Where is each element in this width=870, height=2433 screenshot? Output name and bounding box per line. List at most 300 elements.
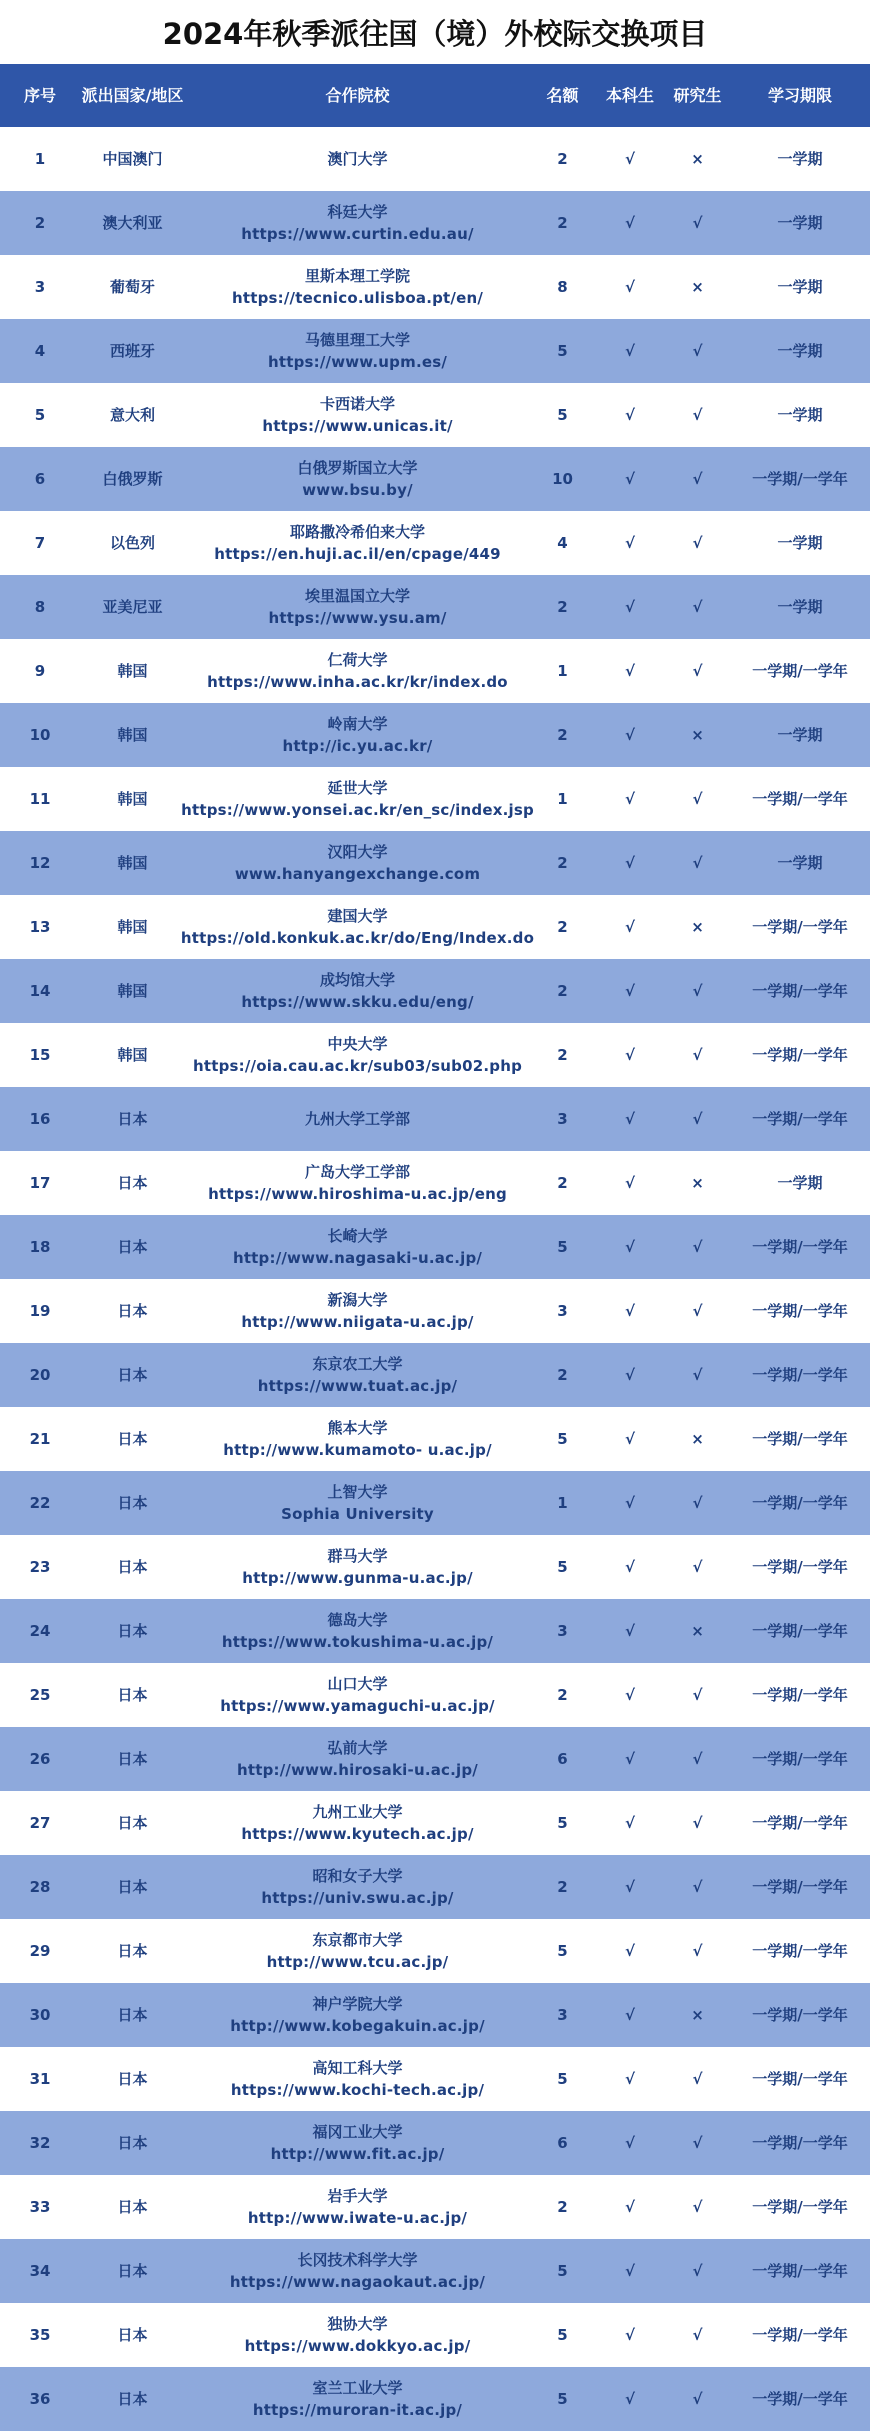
row-period: 一学期	[777, 150, 823, 168]
row-quota: 2	[557, 214, 568, 232]
row-period: 一学期/一学年	[752, 1686, 848, 1704]
school-url: https://www.hiroshima-u.ac.jp/eng	[208, 1185, 507, 1203]
row-school-cell	[185, 2249, 530, 2293]
row-country: 韩国	[117, 1046, 148, 1064]
row-quota: 1	[557, 662, 568, 680]
row-undergrad: √	[624, 2198, 635, 2216]
row-period: 一学期/一学年	[752, 1942, 848, 1960]
row-period: 一学期/一学年	[752, 2262, 848, 2280]
row-no: 15	[29, 1046, 51, 1064]
row-period: 一学期/一学年	[752, 1046, 848, 1064]
row-undergrad: √	[624, 1174, 635, 1192]
row-undergrad: √	[624, 2262, 635, 2280]
table-row	[0, 831, 870, 895]
school-url: https://univ.swu.ac.jp/	[261, 1889, 454, 1907]
row-grad: √	[692, 1942, 703, 1960]
row-country: 葡萄牙	[109, 278, 155, 296]
row-grad: √	[692, 1302, 703, 1320]
row-quota: 3	[557, 2006, 568, 2024]
table-body	[0, 127, 870, 2431]
table-row	[0, 1855, 870, 1919]
row-quota: 2	[557, 1046, 568, 1064]
school-url: http://www.fit.ac.jp/	[270, 2145, 445, 2163]
table-row	[0, 1215, 870, 1279]
row-school-cell	[185, 148, 530, 170]
table-row	[0, 1471, 870, 1535]
school-name: 岩手大学	[327, 2187, 388, 2205]
row-undergrad: √	[624, 1046, 635, 1064]
school-url: http://www.hirosaki-u.ac.jp/	[237, 1761, 478, 1779]
school-name: 东京都市大学	[312, 1931, 403, 1949]
table-row	[0, 575, 870, 639]
row-undergrad: √	[624, 726, 635, 744]
row-school-cell	[185, 1417, 530, 1461]
row-country: 日本	[117, 1750, 148, 1768]
row-no: 27	[29, 1814, 51, 1832]
table-row	[0, 2175, 870, 2239]
row-undergrad: √	[624, 278, 635, 296]
school-url: https://tecnico.ulisboa.pt/en/	[231, 289, 484, 307]
school-name: 福冈工业大学	[312, 2123, 403, 2141]
row-period: 一学期/一学年	[752, 790, 848, 808]
row-school-cell	[185, 1033, 530, 1077]
row-undergrad: √	[624, 982, 635, 1000]
row-period: 一学期/一学年	[752, 1238, 848, 1256]
row-grad: √	[692, 1494, 703, 1512]
row-quota: 2	[557, 982, 568, 1000]
row-undergrad: √	[624, 854, 635, 872]
page-title: 2024年秋季派往国（境）外校际交换项目	[0, 0, 870, 64]
row-grad: ×	[691, 2006, 704, 2024]
row-no: 13	[29, 918, 51, 936]
row-period: 一学期/一学年	[752, 1494, 848, 1512]
row-grad: √	[692, 2070, 703, 2088]
row-period: 一学期/一学年	[752, 2134, 848, 2152]
row-school-cell	[185, 2377, 530, 2421]
row-school-cell	[185, 1545, 530, 1589]
school-name: 澳门大学	[327, 150, 388, 168]
school-name: 长崎大学	[327, 1227, 388, 1245]
row-grad: ×	[691, 1430, 704, 1448]
table-row	[0, 1279, 870, 1343]
row-no: 9	[34, 662, 46, 680]
row-period: 一学期	[777, 598, 823, 616]
row-school-cell	[185, 2057, 530, 2101]
row-country: 澳大利亚	[102, 214, 163, 232]
row-undergrad: √	[624, 1366, 635, 1384]
row-period: 一学期/一学年	[752, 1558, 848, 1576]
school-name: 长冈技术科学大学	[297, 2251, 418, 2269]
row-no: 28	[29, 1878, 51, 1896]
row-country: 日本	[117, 2198, 148, 2216]
header-country: 派出国家/地区	[81, 85, 184, 105]
row-no: 16	[29, 1110, 51, 1128]
row-school-cell	[185, 1225, 530, 1269]
table-row	[0, 1919, 870, 1983]
row-no: 32	[29, 2134, 51, 2152]
school-url: https://www.tuat.ac.jp/	[257, 1377, 458, 1395]
row-country: 日本	[117, 1942, 148, 1960]
row-school-cell	[185, 585, 530, 629]
row-no: 17	[29, 1174, 51, 1192]
row-no: 11	[29, 790, 51, 808]
row-country: 日本	[117, 2262, 148, 2280]
row-school-cell	[185, 265, 530, 309]
school-url: https://www.skku.edu/eng/	[241, 993, 474, 1011]
row-period: 一学期	[777, 342, 823, 360]
row-no: 20	[29, 1366, 51, 1384]
row-school-cell	[185, 1993, 530, 2037]
school-name: 九州大学工学部	[304, 1110, 410, 1128]
school-name: 成均馆大学	[319, 971, 395, 989]
row-grad: √	[692, 2134, 703, 2152]
row-quota: 5	[557, 406, 568, 424]
table-row	[0, 511, 870, 575]
row-country: 日本	[117, 1878, 148, 1896]
row-no: 7	[34, 534, 46, 552]
row-undergrad: √	[624, 662, 635, 680]
row-undergrad: √	[624, 534, 635, 552]
table-row	[0, 1663, 870, 1727]
row-school-cell	[185, 1737, 530, 1781]
row-undergrad: √	[624, 150, 635, 168]
row-country: 日本	[117, 1174, 148, 1192]
row-undergrad: √	[624, 342, 635, 360]
school-name: 延世大学	[327, 779, 388, 797]
school-name: 埃里温国立大学	[304, 587, 410, 605]
row-undergrad: √	[624, 1750, 635, 1768]
table-row	[0, 383, 870, 447]
row-grad: √	[692, 2198, 703, 2216]
row-grad: √	[692, 1110, 703, 1128]
row-quota: 2	[557, 726, 568, 744]
row-no: 33	[29, 2198, 51, 2216]
row-school-cell	[185, 713, 530, 757]
row-quota: 5	[557, 1814, 568, 1832]
row-no: 2	[34, 214, 46, 232]
school-url: https://en.huji.ac.il/en/cpage/449	[214, 545, 501, 563]
school-url: https://www.ysu.am/	[268, 609, 447, 627]
row-period: 一学期	[777, 214, 823, 232]
row-undergrad: √	[624, 470, 635, 488]
row-school-cell	[185, 1353, 530, 1397]
row-grad: √	[692, 2262, 703, 2280]
school-url: http://www.nagasaki-u.ac.jp/	[232, 1249, 483, 1267]
row-grad: √	[692, 1558, 703, 1576]
header-school: 合作院校	[325, 85, 390, 105]
school-url: www.hanyangexchange.com	[234, 865, 481, 883]
row-school-cell	[185, 1161, 530, 1205]
row-grad: ×	[691, 278, 704, 296]
school-name: 汉阳大学	[327, 843, 388, 861]
row-quota: 5	[557, 1430, 568, 1448]
row-grad: √	[692, 214, 703, 232]
table-row	[0, 191, 870, 255]
school-url: https://www.nagaokaut.ac.jp/	[229, 2273, 486, 2291]
row-no: 25	[29, 1686, 51, 1704]
row-undergrad: √	[624, 2134, 635, 2152]
school-name: 白俄罗斯国立大学	[297, 459, 418, 477]
row-no: 1	[34, 150, 46, 168]
row-school-cell	[180, 905, 535, 949]
row-no: 18	[29, 1238, 51, 1256]
row-country: 西班牙	[109, 342, 155, 360]
row-no: 22	[29, 1494, 51, 1512]
row-period: 一学期/一学年	[752, 2326, 848, 2344]
school-url: https://www.kochi-tech.ac.jp/	[230, 2081, 485, 2099]
row-school-cell	[185, 521, 530, 565]
row-grad: √	[692, 1686, 703, 1704]
row-period: 一学期/一学年	[752, 1366, 848, 1384]
school-url: Sophia University	[281, 1505, 434, 1523]
school-url: https://www.inha.ac.kr/kr/index.do	[207, 673, 508, 691]
row-quota: 5	[557, 342, 568, 360]
school-name: 科廷大学	[327, 203, 388, 221]
exchange-table	[0, 64, 870, 2431]
row-country: 日本	[117, 1558, 148, 1576]
header-undergrad: 本科生	[605, 85, 654, 105]
row-undergrad: √	[624, 2006, 635, 2024]
row-quota: 1	[557, 1494, 568, 1512]
row-no: 12	[29, 854, 51, 872]
row-school-cell	[185, 1929, 530, 1973]
row-period: 一学期/一学年	[752, 1814, 848, 1832]
school-name: 仁荷大学	[327, 651, 388, 669]
row-period: 一学期/一学年	[752, 1878, 848, 1896]
row-undergrad: √	[624, 406, 635, 424]
row-undergrad: √	[624, 2326, 635, 2344]
row-period: 一学期/一学年	[752, 1430, 848, 1448]
row-period: 一学期	[777, 278, 823, 296]
school-name: 熊本大学	[327, 1419, 388, 1437]
row-school-cell	[181, 777, 534, 821]
row-undergrad: √	[624, 1558, 635, 1576]
school-name: 独协大学	[327, 2315, 388, 2333]
row-undergrad: √	[624, 1814, 635, 1832]
row-school-cell	[185, 969, 530, 1013]
row-grad: √	[692, 854, 703, 872]
row-grad: √	[692, 790, 703, 808]
row-country: 日本	[117, 2326, 148, 2344]
row-country: 日本	[117, 2070, 148, 2088]
table-row	[0, 1599, 870, 1663]
row-quota: 5	[557, 1238, 568, 1256]
table-row	[0, 2303, 870, 2367]
school-url: https://www.upm.es/	[267, 353, 448, 371]
row-country: 日本	[117, 1302, 148, 1320]
table-row	[0, 639, 870, 703]
row-country: 韩国	[117, 662, 148, 680]
school-name: 室兰工业大学	[312, 2379, 403, 2397]
row-no: 23	[29, 1558, 51, 1576]
row-school-cell	[185, 329, 530, 373]
school-name: 建国大学	[327, 907, 388, 925]
table-header	[0, 64, 870, 127]
row-country: 中国澳门	[102, 150, 163, 168]
row-period: 一学期/一学年	[752, 1110, 848, 1128]
table-row	[0, 959, 870, 1023]
row-quota: 3	[557, 1110, 568, 1128]
school-url: https://www.yamaguchi-u.ac.jp/	[220, 1697, 495, 1715]
row-quota: 2	[557, 150, 568, 168]
row-undergrad: √	[624, 1878, 635, 1896]
table-row	[0, 1087, 870, 1151]
row-country: 日本	[117, 1110, 148, 1128]
school-url: http://ic.yu.ac.kr/	[282, 737, 433, 755]
row-no: 5	[34, 406, 46, 424]
row-period: 一学期/一学年	[752, 2006, 848, 2024]
school-url: www.bsu.by/	[302, 481, 413, 499]
row-school-cell	[185, 841, 530, 885]
row-quota: 5	[557, 2070, 568, 2088]
row-grad: √	[692, 598, 703, 616]
row-no: 30	[29, 2006, 51, 2024]
school-name: 中央大学	[327, 1035, 388, 1053]
table-row	[0, 2239, 870, 2303]
row-no: 35	[29, 2326, 51, 2344]
school-url: https://www.unicas.it/	[262, 417, 453, 435]
row-undergrad: √	[624, 1430, 635, 1448]
table-row	[0, 1727, 870, 1791]
row-undergrad: √	[624, 1622, 635, 1640]
table-row	[0, 1023, 870, 1087]
row-school-cell	[185, 1801, 530, 1845]
row-no: 36	[29, 2390, 51, 2408]
school-name: 广岛大学工学部	[304, 1163, 410, 1181]
row-quota: 6	[557, 2134, 568, 2152]
row-no: 29	[29, 1942, 51, 1960]
row-no: 4	[34, 342, 46, 360]
row-quota: 5	[557, 1558, 568, 1576]
row-no: 24	[29, 1622, 51, 1640]
row-undergrad: √	[624, 2390, 635, 2408]
row-no: 34	[29, 2262, 51, 2280]
row-school-cell	[185, 2121, 530, 2165]
row-undergrad: √	[624, 598, 635, 616]
row-period: 一学期	[777, 1174, 823, 1192]
table-row	[0, 319, 870, 383]
row-country: 白俄罗斯	[102, 470, 163, 488]
row-period: 一学期/一学年	[752, 662, 848, 680]
school-name: 群马大学	[327, 1547, 388, 1565]
table-row	[0, 255, 870, 319]
row-grad: √	[692, 342, 703, 360]
row-undergrad: √	[624, 1302, 635, 1320]
row-grad: √	[692, 1878, 703, 1896]
school-name: 新潟大学	[327, 1291, 388, 1309]
row-no: 31	[29, 2070, 51, 2088]
row-country: 以色列	[109, 534, 155, 552]
school-name: 高知工科大学	[312, 2059, 403, 2077]
row-undergrad: √	[624, 1686, 635, 1704]
table-row	[0, 1791, 870, 1855]
row-period: 一学期	[777, 726, 823, 744]
row-grad: √	[692, 982, 703, 1000]
row-grad: ×	[691, 150, 704, 168]
school-name: 九州工业大学	[312, 1803, 403, 1821]
row-no: 8	[34, 598, 46, 616]
row-quota: 4	[557, 534, 568, 552]
row-quota: 5	[557, 2326, 568, 2344]
row-no: 10	[29, 726, 51, 744]
school-name: 东京农工大学	[312, 1355, 403, 1373]
row-period: 一学期/一学年	[752, 1302, 848, 1320]
row-quota: 2	[557, 2198, 568, 2216]
school-url: http://www.tcu.ac.jp/	[266, 1953, 449, 1971]
row-grad: √	[692, 406, 703, 424]
row-quota: 1	[557, 790, 568, 808]
row-grad: ×	[691, 1622, 704, 1640]
school-url: https://www.yonsei.ac.kr/en_sc/index.jsp	[181, 801, 534, 819]
row-school-cell	[185, 1481, 530, 1525]
school-name: 耶路撒冷希伯来大学	[289, 523, 425, 541]
school-name: 卡西诺大学	[319, 395, 395, 413]
row-school-cell	[185, 1673, 530, 1717]
row-undergrad: √	[624, 1942, 635, 1960]
row-country: 日本	[117, 1494, 148, 1512]
row-quota: 5	[557, 1942, 568, 1960]
table-row	[0, 1535, 870, 1599]
header-no: 序号	[23, 85, 56, 105]
school-name: 昭和女子大学	[312, 1867, 403, 1885]
row-school-cell	[185, 1108, 530, 1130]
table-row	[0, 767, 870, 831]
school-url: http://www.kumamoto- u.ac.jp/	[223, 1441, 492, 1459]
row-no: 14	[29, 982, 51, 1000]
row-grad: √	[692, 1238, 703, 1256]
school-name: 马德里理工大学	[304, 331, 410, 349]
row-country: 韩国	[117, 982, 148, 1000]
row-period: 一学期/一学年	[752, 918, 848, 936]
row-undergrad: √	[624, 2070, 635, 2088]
row-quota: 3	[557, 1302, 568, 1320]
row-school-cell	[185, 393, 530, 437]
table-row	[0, 703, 870, 767]
row-period: 一学期/一学年	[752, 2070, 848, 2088]
row-quota: 6	[557, 1750, 568, 1768]
school-url: https://muroran-it.ac.jp/	[252, 2401, 463, 2419]
row-grad: √	[692, 2326, 703, 2344]
row-country: 韩国	[117, 854, 148, 872]
row-country: 日本	[117, 2390, 148, 2408]
row-country: 日本	[117, 1622, 148, 1640]
row-country: 日本	[117, 2006, 148, 2024]
school-url: http://www.niigata-u.ac.jp/	[241, 1313, 474, 1331]
row-school-cell	[185, 1865, 530, 1909]
school-name: 德岛大学	[327, 1611, 388, 1629]
table-row	[0, 1983, 870, 2047]
row-grad: ×	[691, 726, 704, 744]
row-period: 一学期	[777, 854, 823, 872]
row-country: 亚美尼亚	[102, 598, 163, 616]
row-grad: √	[692, 1046, 703, 1064]
school-url: http://www.gunma-u.ac.jp/	[242, 1569, 473, 1587]
row-country: 日本	[117, 1686, 148, 1704]
header-period: 学习期限	[767, 85, 832, 105]
row-undergrad: √	[624, 1494, 635, 1512]
row-grad: ×	[691, 918, 704, 936]
row-country: 韩国	[117, 790, 148, 808]
table-row	[0, 2367, 870, 2431]
table-row	[0, 127, 870, 191]
header-grad: 研究生	[673, 85, 722, 105]
row-no: 26	[29, 1750, 51, 1768]
school-url: https://old.konkuk.ac.kr/do/Eng/Index.do	[180, 929, 535, 947]
row-period: 一学期/一学年	[752, 2390, 848, 2408]
school-url: https://www.tokushima-u.ac.jp/	[221, 1633, 494, 1651]
school-name: 弘前大学	[327, 1739, 388, 1757]
school-name: 里斯本理工学院	[304, 267, 410, 285]
